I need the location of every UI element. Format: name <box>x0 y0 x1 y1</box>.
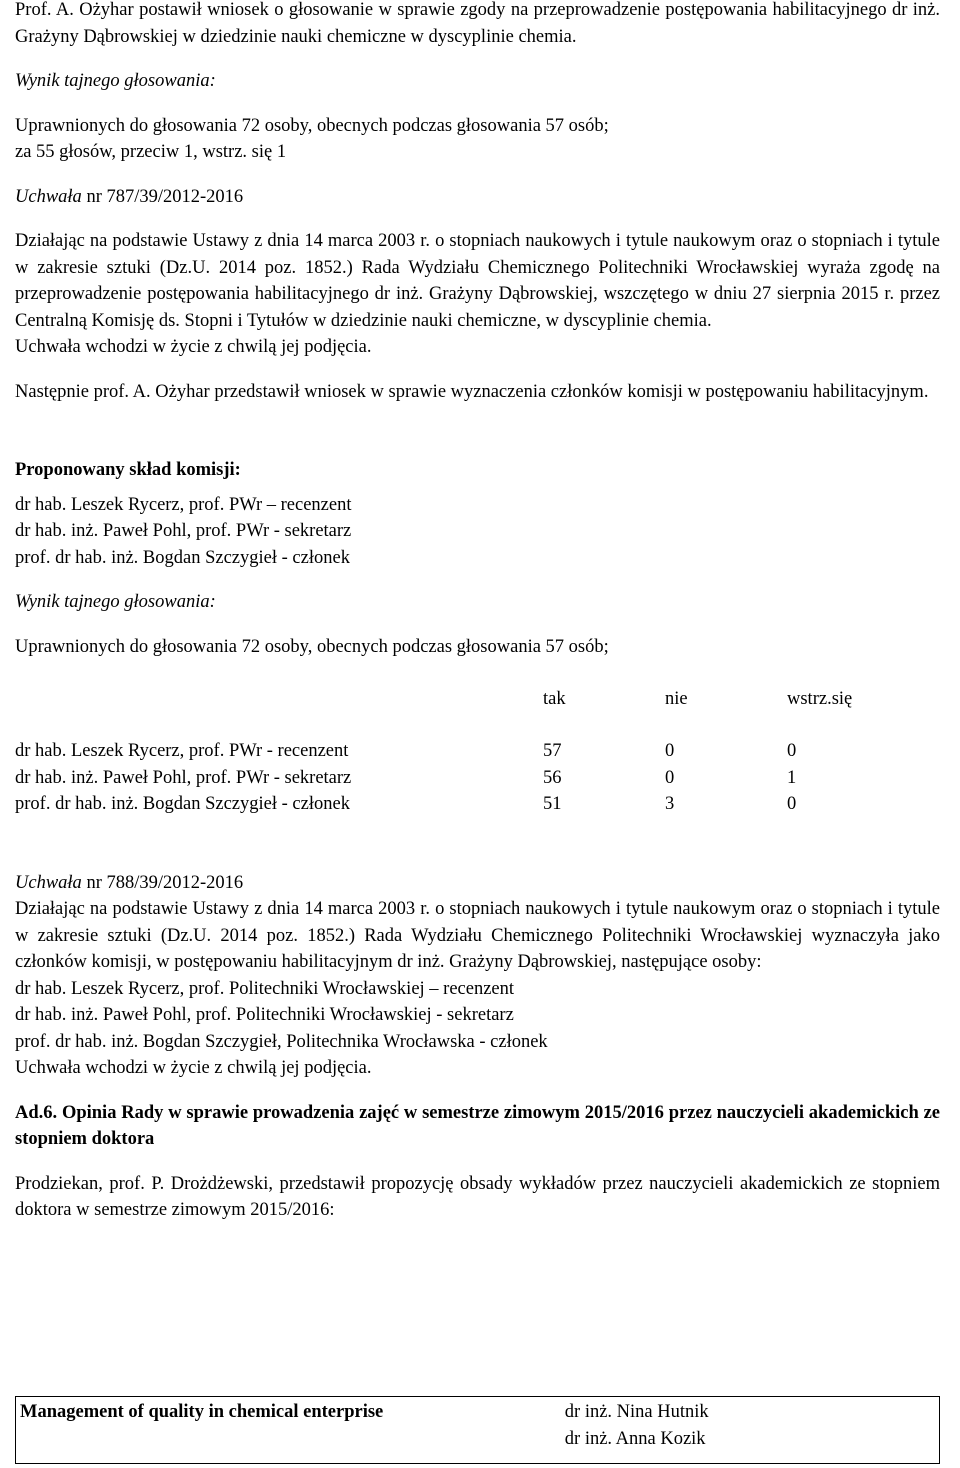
next-motion-paragraph: Następnie prof. A. Ożyhar przedstawił wniosek w sprawie wyznaczenia członków komisji w postępowaniu habilitacyjnym. <box>15 381 929 402</box>
committee-member-1: dr hab. Leszek Rycerz, prof. PWr – recenzent <box>15 494 352 515</box>
vote-table-row <box>15 765 940 792</box>
col-wstrz: wstrz.się <box>787 689 853 709</box>
vote-row-tak: 57 <box>543 741 562 761</box>
resolution1-number: nr 787/39/2012-2016 <box>86 186 244 207</box>
resolution2-title <box>15 870 940 897</box>
resolution1-title <box>15 184 940 211</box>
vote-table-row <box>15 738 940 765</box>
vote-row-wstrz: 0 <box>787 741 797 761</box>
resolution2-member-2: dr hab. inż. Paweł Pohl, prof. Politechniki Wrocławskiej - sekretarz <box>15 1005 514 1025</box>
vote1-result-line: za 55 głosów, przeciw 1, wstrz. się 1 <box>15 142 287 162</box>
vote-row-name: dr hab. inż. Paweł Pohl, prof. PWr - sekretarz <box>15 767 352 788</box>
ad6-heading: Ad.6. Opinia Rady w sprawie prowadzenia zajęć w semestrze zimowym 2015/2016 przez nauczycieli akademickich ze stopniem doktora <box>15 1102 940 1149</box>
vote-row-nie: 0 <box>665 767 675 788</box>
vote-row-name: prof. dr hab. inż. Bogdan Szczygieł - członek <box>15 794 350 814</box>
col-tak: tak <box>543 689 566 709</box>
course-teacher: dr inż. Nina Hutnik <box>564 1402 709 1422</box>
vote2-eligible-line: Uprawnionych do głosowania 72 osoby, obecnych podczas głosowania 57 osób; <box>15 636 609 657</box>
vote-row-tak: 51 <box>543 794 562 814</box>
resolution1-body: Działając na podstawie Ustawy z dnia 14 marca 2003 r. o stopniach naukowych i tytule naukowym oraz o stopniach i tytule w zakresie sztuki (Dz.U. 2014 poz. 1852.) Rada Wydziału Chemicznego Politechniki Wrocławskiej wyraża zgodę na przeprowadzenie postępowania habilitacyjnego dr inż. Grażyny Dąbrowskiej, wszczętego w dniu 27 sierpnia 2015 r. przez Centralną Komisję ds. Stopni i Tytułów w dziedzinie nauki chemiczne, w dyscyplinie chemia. <box>15 231 940 331</box>
resolution2-number: nr 788/39/2012-2016 <box>86 872 244 893</box>
vote-row-tak: 56 <box>543 767 562 788</box>
col-nie: nie <box>665 689 688 709</box>
intro-paragraph: Prof. A. Ożyhar postawił wniosek o głosowanie w sprawie zgody na przeprowadzenie postępowania habilitacyjnego dr inż. Grażyny Dąbrowskiej w dziedzinie nauki chemiczne w dyscyplinie chemia. <box>15 0 940 47</box>
course-table <box>15 1396 940 1464</box>
vote-table-row <box>15 791 940 818</box>
resolution2-closing: Uchwała wchodzi w życie z chwilą jej podjęcia. <box>15 1058 372 1078</box>
committee-member-3: prof. dr hab. inż. Bogdan Szczygieł - członek <box>15 547 350 568</box>
document-page <box>15 0 940 1224</box>
resolution2-member-3: prof. dr hab. inż. Bogdan Szczygieł, Politechnika Wrocławska - członek <box>15 1031 548 1052</box>
vote1-eligible-line: Uprawnionych do głosowania 72 osoby, obecnych podczas głosowania 57 osób; <box>15 115 609 136</box>
resolution2-title-word: Uchwała <box>15 872 82 893</box>
vote-row-wstrz: 1 <box>787 767 797 788</box>
ad6-body: Prodziekan, prof. P. Drożdżewski, przedstawił propozycję obsady wykładów przez nauczycieli akademickich ze stopniem doktora w semestrze zimowym 2015/2016: <box>15 1173 940 1220</box>
vote-row-wstrz: 0 <box>787 794 797 814</box>
vote2-heading: Wynik tajnego głosowania: <box>15 592 216 612</box>
resolution2-body: Działając na podstawie Ustawy z dnia 14 marca 2003 r. o stopniach naukowych i tytule naukowym oraz o stopniach i tytule w zakresie sztuki (Dz.U. 2014 poz. 1852.) Rada Wydziału Chemicznego Politechniki Wrocławskiej wyznaczyła jako członków komisji, w postępowaniu habilitacyjnym dr inż. Grażyny Dąbrowskiej, następujące osoby: <box>15 899 940 972</box>
vote-row-name: dr hab. Leszek Rycerz, prof. PWr - recenzent <box>15 741 349 761</box>
resolution1-closing: Uchwała wchodzi w życie z chwilą jej podjęcia. <box>15 337 372 357</box>
vote-row-nie: 0 <box>665 741 675 761</box>
committee-member-2: dr hab. inż. Paweł Pohl, prof. PWr - sekretarz <box>15 521 352 541</box>
committee-heading: Proponowany skład komisji: <box>15 460 241 480</box>
vote-table-header <box>543 686 940 712</box>
course-teachers <box>552 1397 939 1463</box>
course-teacher: dr inż. Anna Kozik <box>564 1428 706 1449</box>
vote1-heading: Wynik tajnego głosowania: <box>15 71 216 91</box>
course-name: Management of quality in chemical enterprise <box>20 1402 384 1422</box>
resolution2-member-1: dr hab. Leszek Rycerz, prof. Politechniki Wrocławskiej – recenzent <box>15 978 515 999</box>
resolution1-title-word: Uchwała <box>15 186 82 207</box>
vote-row-nie: 3 <box>665 794 675 814</box>
